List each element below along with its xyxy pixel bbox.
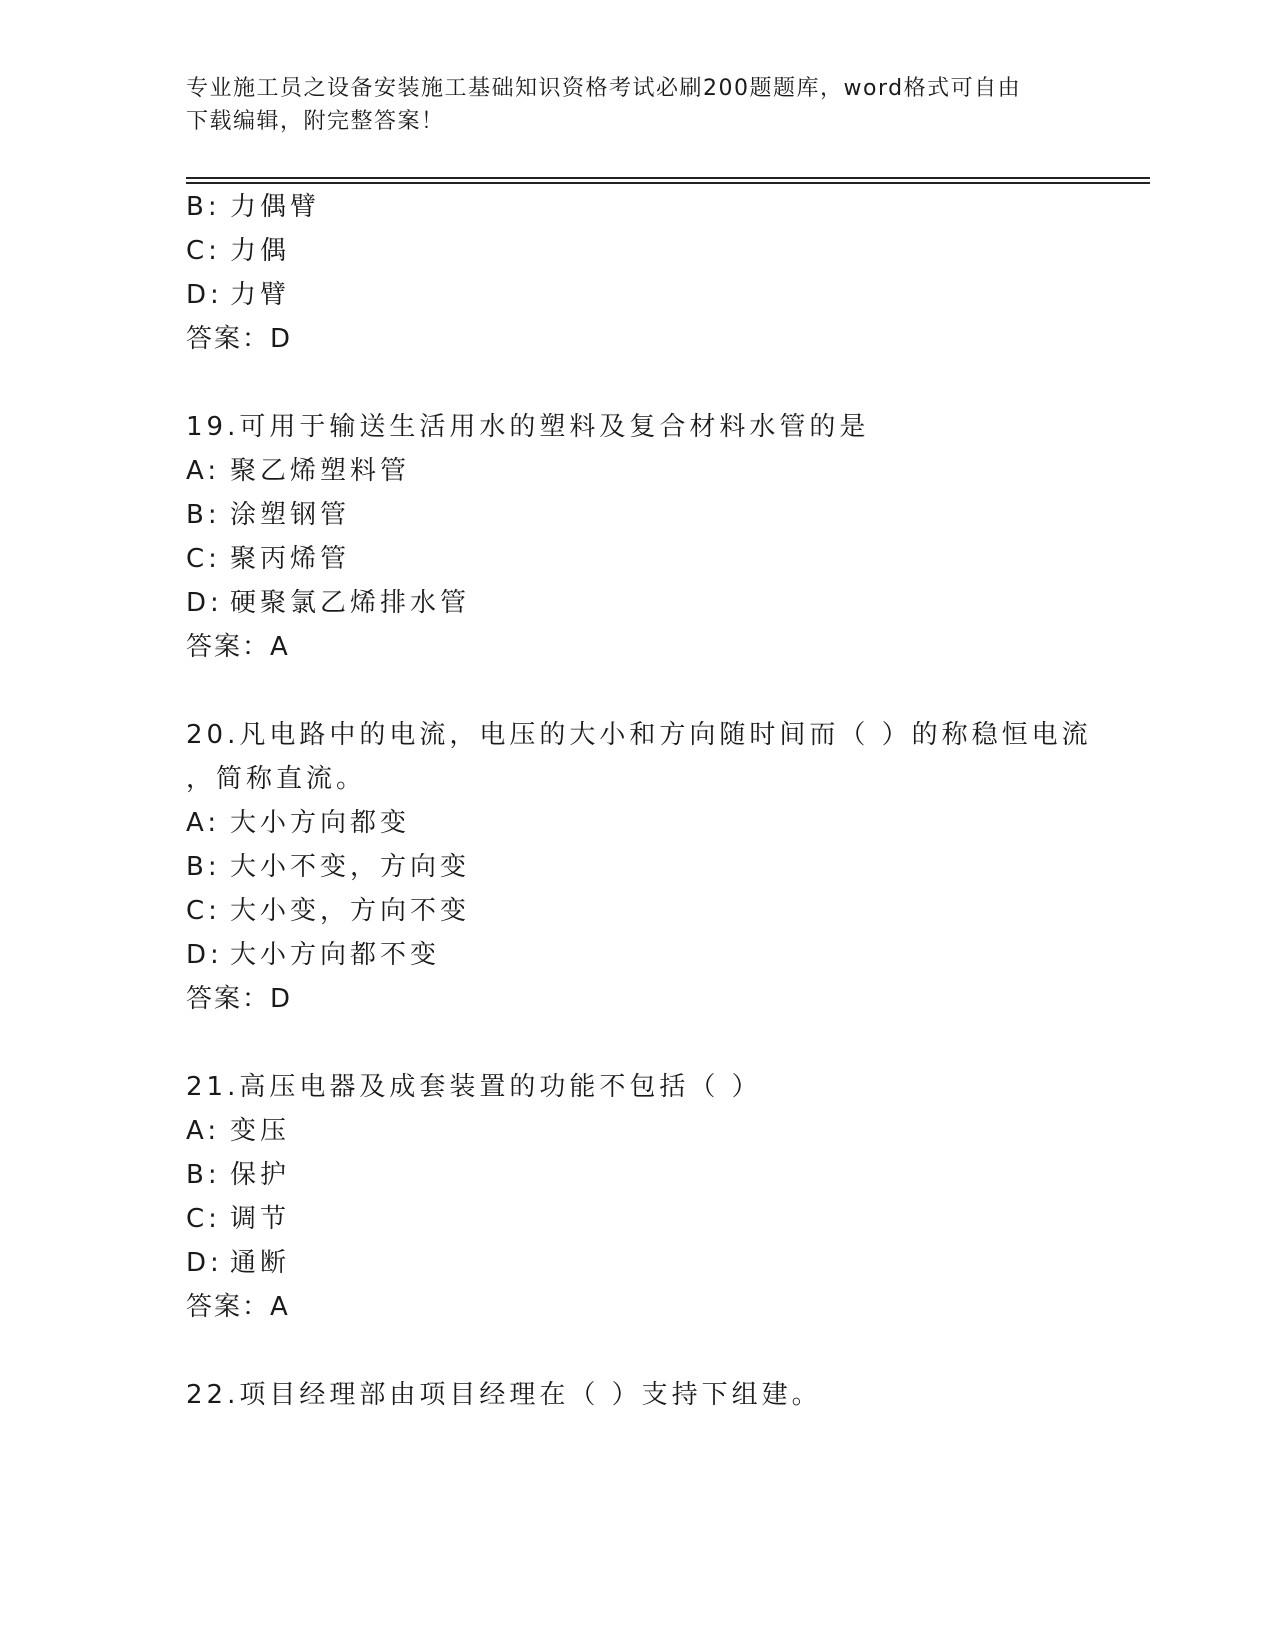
q20-option-a: [186, 806, 410, 840]
header-divider-top: [186, 177, 1150, 179]
option-text: 大小方向都变: [230, 808, 411, 838]
q20-option-d: [186, 938, 440, 972]
option-label: C:: [186, 544, 221, 574]
q21-option-c: [186, 1202, 290, 1236]
header-title-line1: 专业施工员之设备安装施工基础知识资格考试必刷200题题库，word格式可自由: [186, 76, 1022, 101]
option-label: D:: [186, 940, 223, 970]
option-label: B:: [186, 852, 221, 882]
q21-option-d: [186, 1246, 290, 1280]
q20-answer: 答案：D: [186, 984, 293, 1014]
option-text: 保护: [230, 1160, 291, 1190]
option-label: A:: [186, 1116, 221, 1146]
option-label: C:: [186, 896, 221, 926]
q19-question: 19.可用于输送生活用水的塑料及复合材料水管的是: [186, 412, 870, 442]
q20-option-c: [186, 894, 470, 928]
option-label: D:: [186, 280, 223, 310]
option-text: 变压: [230, 1116, 291, 1146]
q19-answer: 答案：A: [186, 632, 290, 662]
header-title-line2: 下载编辑，附完整答案！: [186, 109, 445, 134]
q20-question-line1: 20.凡电路中的电流，电压的大小和方向随时间而（ ）的称稳恒电流: [186, 720, 1092, 750]
q22-question: 22.项目经理部由项目经理在（ ）支持下组建。: [186, 1380, 822, 1410]
option-text: 力偶: [230, 236, 291, 266]
q20-option-b: [186, 850, 470, 884]
option-label: B:: [186, 192, 221, 222]
option-text: 硬聚氯乙烯排水管: [230, 588, 471, 618]
option-label: B:: [186, 500, 221, 530]
q21-question: 21.高压电器及成套装置的功能不包括（ ）: [186, 1072, 762, 1102]
option-label: D:: [186, 588, 223, 618]
option-text: 聚乙烯塑料管: [230, 456, 411, 486]
option-text: 大小变，方向不变: [230, 896, 471, 926]
option-text: 大小方向都不变: [230, 940, 441, 970]
q18-option-c: [186, 234, 290, 268]
q20-question-line2: ，简称直流。: [186, 764, 367, 794]
q19-option-b: [186, 498, 350, 532]
q18-option-b: [186, 190, 320, 224]
option-label: A:: [186, 456, 221, 486]
option-text: 通断: [230, 1248, 291, 1278]
option-text: 调节: [230, 1204, 291, 1234]
option-text: 聚丙烯管: [230, 544, 351, 574]
option-label: C:: [186, 236, 221, 266]
option-label: D:: [186, 1248, 223, 1278]
option-text: 涂塑钢管: [230, 500, 351, 530]
option-label: A:: [186, 808, 221, 838]
q19-option-a: [186, 454, 410, 488]
q21-option-b: [186, 1158, 290, 1192]
option-text: 力臂: [230, 280, 291, 310]
q21-option-a: [186, 1114, 290, 1148]
option-label: C:: [186, 1204, 221, 1234]
document-header: [186, 72, 1066, 138]
option-label: B:: [186, 1160, 221, 1190]
option-text: 大小不变，方向变: [230, 852, 471, 882]
q19-option-c: [186, 542, 350, 576]
header-divider-bottom: [186, 182, 1150, 184]
q21-answer: 答案：A: [186, 1292, 290, 1322]
q18-answer: 答案：D: [186, 324, 293, 354]
q19-option-d: [186, 586, 470, 620]
q18-option-d: [186, 278, 290, 312]
option-text: 力偶臂: [230, 192, 321, 222]
